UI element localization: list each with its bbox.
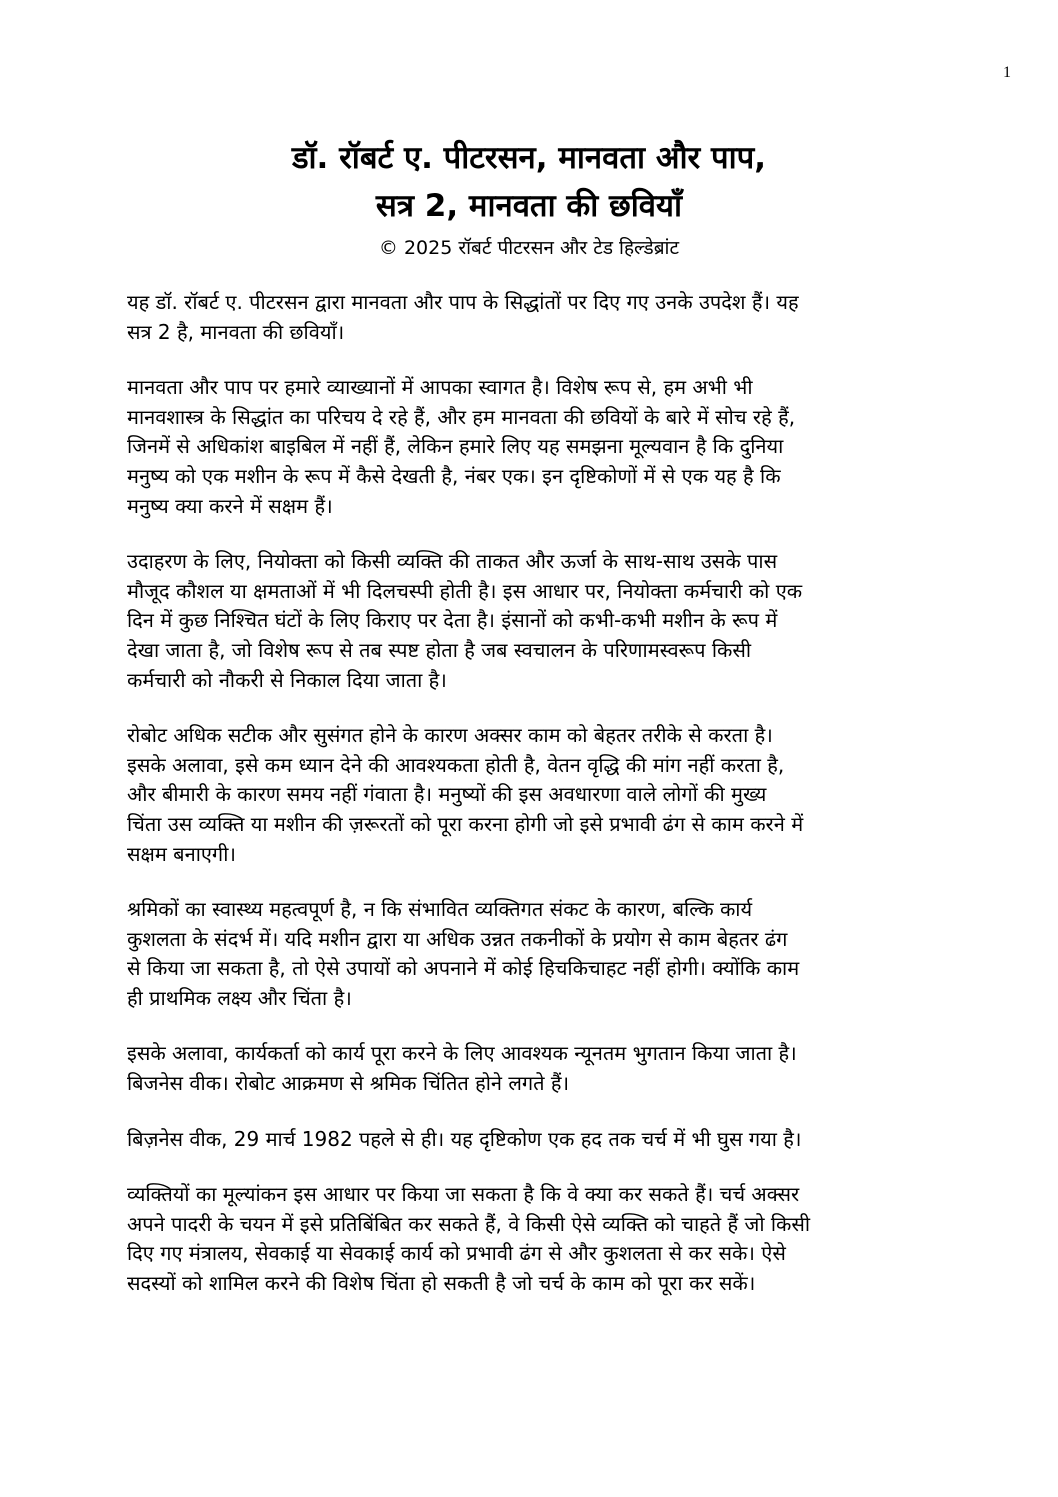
paragraph-line: सदस्यों को शामिल करने की विशेष चिंता हो सकती है जो चर्च के काम को पूरा कर सकें। bbox=[127, 1271, 756, 1296]
paragraph-line: मानवता और पाप पर हमारे व्याख्यानों में आपका स्वागत है। विशेष रूप से, हम अभी भी bbox=[127, 375, 753, 400]
paragraph bbox=[127, 1125, 947, 1155]
paragraph-line: और बीमारी के कारण समय नहीं गंवाता है। मनुष्यों की इस अवधारणा वाले लोगों की मुख्य bbox=[127, 782, 767, 807]
paragraph-line: यह डॉ. रॉबर्ट ए. पीटरसन द्वारा मानवता और पाप के सिद्धांतों पर दिए गए उनके उपदेश हैं। यह bbox=[127, 290, 799, 314]
paragraph-line: मनुष्य को एक मशीन के रूप में कैसे देखती है, नंबर एक। इन दृष्टिकोणों में से एक यह है कि bbox=[127, 463, 781, 488]
paragraph-line: मौजूद कौशल या क्षमताओं में भी दिलचस्पी होती है। इस आधार पर, नियोक्ता कर्मचारी को एक bbox=[127, 578, 803, 603]
title-line: सत्र 2, मानवता की छवियाँ bbox=[375, 188, 683, 224]
paragraph bbox=[127, 1180, 947, 1298]
document-body bbox=[127, 288, 947, 1325]
paragraph bbox=[127, 288, 947, 347]
paragraph-line: इसके अलावा, इसे कम ध्यान देने की आवश्यकता होती है, वेतन वृद्धि की मांग नहीं करता है, bbox=[127, 752, 785, 777]
copyright-notice: © 2025 रॉबर्ट पीटरसन और टेड हिल्डेब्रांट bbox=[378, 237, 680, 259]
paragraph bbox=[127, 1039, 947, 1098]
paragraph-line: इसके अलावा, कार्यकर्ता को कार्य पूरा करने के लिए आवश्यक न्यूनतम भुगतान किया जाता है। bbox=[127, 1041, 797, 1066]
paragraph bbox=[127, 547, 947, 695]
paragraph-line: ही प्राथमिक लक्ष्य और चिंता है। bbox=[127, 985, 352, 1010]
paragraph-line: उदाहरण के लिए, नियोक्ता को किसी व्यक्ति की ताकत और ऊर्जा के साथ-साथ उसके पास bbox=[127, 549, 778, 574]
paragraph-line: देखा जाता है, जो विशेष रूप से तब स्पष्ट होता है जब स्वचालन के परिणामस्वरूप किसी bbox=[127, 637, 752, 662]
paragraph-line: बिज़नेस वीक, 29 मार्च 1982 पहले से ही। यह दृष्टिकोण एक हद तक चर्च में भी घुस गया है। bbox=[127, 1126, 802, 1151]
paragraph-line: अपने पादरी के चयन में इसे प्रतिबिंबित कर सकते हैं, वे किसी ऐसे व्यक्ति को चाहते हैं जो किसी bbox=[127, 1211, 811, 1236]
paragraph-line: मानवशास्त्र के सिद्धांत का परिचय दे रहे हैं, और हम मानवता की छवियों के बारे में सोच रहे हैं, bbox=[127, 404, 796, 429]
paragraph-line: दिन में कुछ निश्चित घंटों के लिए किराए पर देता है। इंसानों को कभी-कभी मशीन के रूप में bbox=[127, 608, 778, 633]
paragraph-line: से किया जा सकता है, तो ऐसे उपायों को अपनाने में कोई हिचकिचाहट नहीं होगी। क्योंकि काम bbox=[127, 956, 800, 981]
title-line: डॉ. रॉबर्ट ए. पीटरसन, मानवता और पाप, bbox=[291, 140, 767, 176]
paragraph-line: रोबोट अधिक सटीक और सुसंगत होने के कारण अक्सर काम को बेहतर तरीके से करता है। bbox=[127, 723, 773, 748]
paragraph-line: बिजनेस वीक। रोबोट आक्रमण से श्रमिक चिंतित होने लगते हैं। bbox=[127, 1071, 570, 1096]
paragraph-line: दिए गए मंत्रालय, सेवकाई या सेवकाई कार्य को प्रभावी ढंग से और कुशलता से कर सके। ऐसे bbox=[127, 1241, 786, 1266]
paragraph-line: कर्मचारी को नौकरी से निकाल दिया जाता है। bbox=[127, 667, 447, 692]
paragraph-line: जिनमें से अधिकांश बाइबिल में नहीं हैं, लेकिन हमारे लिए यह समझना मूल्यवान है कि दुनिया bbox=[127, 434, 784, 459]
document-title bbox=[0, 134, 1058, 230]
paragraph bbox=[127, 373, 947, 521]
paragraph-line: कुशलता के संदर्भ में। यदि मशीन द्वारा या अधिक उन्नत तकनीकों के प्रयोग से काम बेहतर ढंग bbox=[127, 926, 788, 951]
paragraph-line: सक्षम बनाएगी। bbox=[127, 841, 236, 866]
paragraph-line: मनुष्य क्या करने में सक्षम हैं। bbox=[127, 493, 333, 518]
paragraph-line: सत्र 2 है, मानवता की छवियाँ। bbox=[127, 319, 345, 344]
paragraph bbox=[127, 895, 947, 1013]
paragraph bbox=[127, 721, 947, 869]
paragraph-line: व्यक्तियों का मूल्यांकन इस आधार पर किया जा सकता है कि वे क्या कर सकते हैं। चर्च अक्सर bbox=[127, 1182, 800, 1207]
paragraph-line: चिंता उस व्यक्ति या मशीन की ज़रूरतों को पूरा करना होगी जो इसे प्रभावी ढंग से काम करने में bbox=[127, 811, 804, 836]
paragraph-line: श्रमिकों का स्वास्थ्य महत्वपूर्ण है, न कि संभावित व्यक्तिगत संकट के कारण, बल्कि कार्य bbox=[127, 897, 753, 922]
page-number: 1 bbox=[1003, 64, 1011, 81]
